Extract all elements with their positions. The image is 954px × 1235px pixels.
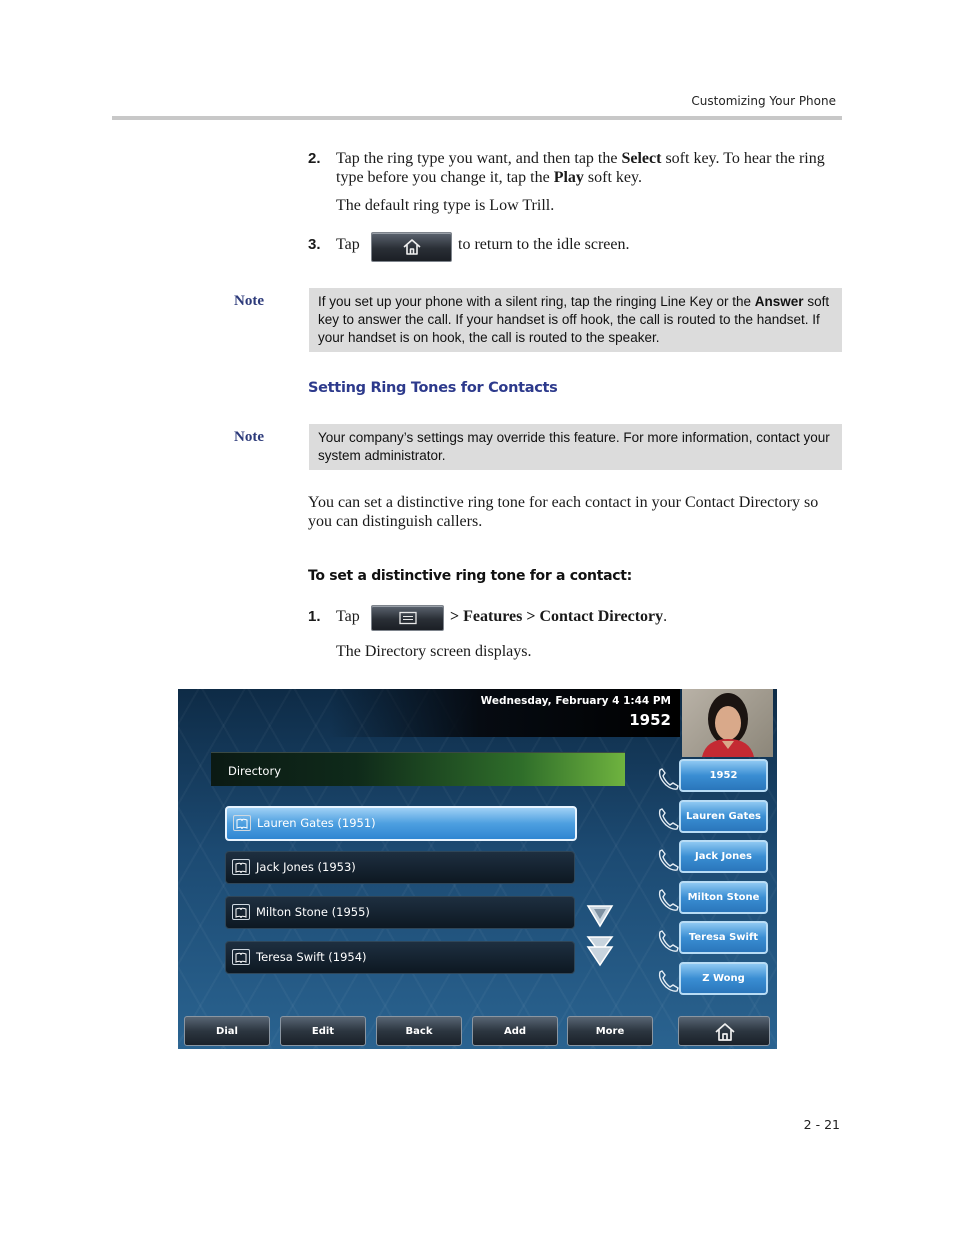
- edit-soft-key[interactable]: [280, 1016, 366, 1046]
- line-key[interactable]: [679, 840, 768, 873]
- datetime: Wednesday, February 4 1:44 PM: [480, 695, 671, 707]
- step-tap-label: Tap: [336, 236, 360, 253]
- screen-title: Directory: [228, 764, 282, 778]
- soft-key-label: More: [595, 1026, 625, 1037]
- contact-label: Jack Jones (1953): [256, 860, 356, 874]
- add-soft-key[interactable]: [472, 1016, 558, 1046]
- line-key[interactable]: [679, 759, 768, 792]
- step-text: [336, 149, 841, 187]
- step-text-post: .: [663, 608, 668, 625]
- home-key[interactable]: [678, 1016, 770, 1046]
- step-text-mid: soft key. To hear the ring type before you change it, tap the: [336, 150, 825, 186]
- handset-icon: [656, 929, 680, 955]
- phone-directory-screenshot: [178, 689, 777, 1049]
- handset-icon: [656, 888, 680, 914]
- contact-label: Milton Stone (1955): [256, 905, 370, 919]
- line-key-label: Milton Stone: [687, 892, 760, 903]
- handset-icon: [656, 969, 680, 995]
- soft-key-label: Edit: [311, 1026, 335, 1037]
- book-icon: [232, 904, 250, 920]
- menu-soft-button[interactable]: [371, 605, 444, 631]
- running-header: Customizing Your Phone: [691, 94, 836, 108]
- book-icon: [232, 859, 250, 875]
- page-down-icon[interactable]: [586, 935, 614, 967]
- person-photo-icon: [682, 689, 773, 757]
- line-key-label: Lauren Gates: [685, 811, 762, 822]
- step-number: 3.: [308, 236, 321, 253]
- book-icon: [232, 949, 250, 965]
- note-text-post: soft key to answer the call. If your handset is off hook, the call is routed to the handset. If your handset is on hook, the call is routed to the speaker.: [318, 294, 830, 345]
- soft-key-label: Back: [405, 1026, 433, 1037]
- note-label: Note: [234, 429, 264, 445]
- handset-icon: [656, 767, 680, 793]
- step-number: 1.: [308, 608, 321, 625]
- contact-label: Teresa Swift (1954): [256, 950, 367, 964]
- dial-soft-key[interactable]: [184, 1016, 270, 1046]
- step-text: [450, 607, 667, 626]
- step-text-post: to return to the idle screen.: [458, 236, 630, 253]
- note-box: [309, 288, 842, 352]
- scroll-down-icon[interactable]: [586, 903, 614, 929]
- intro-paragraph: You can set a distinctive ring tone for each contact in your Contact Directory so you can distinguish callers.: [308, 494, 819, 530]
- section-heading: Setting Ring Tones for Contacts: [308, 380, 558, 396]
- line-key[interactable]: [679, 962, 768, 995]
- more-soft-key[interactable]: [567, 1016, 653, 1046]
- extension-number: 1952: [629, 711, 671, 729]
- home-icon: [714, 1022, 736, 1041]
- header-rule: [112, 116, 842, 120]
- contact-row[interactable]: [225, 806, 577, 841]
- screen-title-bar: [211, 752, 625, 786]
- line-key-label: Teresa Swift: [688, 932, 759, 943]
- status-bar: [178, 689, 680, 737]
- note-box: Your company’s settings may override this feature. For more information, contact your system administrator.: [309, 424, 842, 470]
- handset-icon: [656, 848, 680, 874]
- step-number: 2.: [308, 150, 321, 167]
- home-soft-button[interactable]: [371, 232, 452, 262]
- contact-label: Lauren Gates (1951): [257, 816, 376, 830]
- home-icon: [402, 239, 422, 255]
- line-key[interactable]: [679, 800, 768, 833]
- keyword: Answer: [754, 294, 804, 309]
- line-key-label: Jack Jones: [695, 851, 752, 862]
- soft-key-label: Dial: [216, 1026, 238, 1037]
- book-icon: [233, 815, 251, 831]
- keyword: Play: [553, 169, 584, 186]
- line-key-label: 1952: [709, 770, 738, 781]
- step-text-pre: Tap the ring type you want, and then tap the: [336, 150, 622, 167]
- handset-icon: [656, 807, 680, 833]
- line-key-label: Z Wong: [702, 973, 745, 984]
- default-ring-text: The default ring type is Low Trill.: [336, 197, 555, 214]
- step-tap-label: Tap: [336, 608, 360, 625]
- directory-displays-text: The Directory screen displays.: [336, 643, 532, 660]
- contact-row[interactable]: [225, 896, 575, 929]
- user-avatar: [682, 689, 773, 757]
- procedure-heading: To set a distinctive ring tone for a contact:: [308, 568, 632, 584]
- note-label: Note: [234, 293, 264, 309]
- line-key[interactable]: [679, 921, 768, 954]
- page-number: 2 - 21: [803, 1117, 840, 1132]
- back-soft-key[interactable]: [376, 1016, 462, 1046]
- line-key[interactable]: [679, 881, 768, 914]
- step-text-post: soft key.: [583, 169, 642, 186]
- menu-path: > Features > Contact Directory: [450, 608, 664, 625]
- contact-row[interactable]: [225, 851, 575, 884]
- soft-key-label: Add: [503, 1026, 527, 1037]
- note-text-pre: If you set up your phone with a silent ring, tap the ringing Line Key or the: [318, 294, 755, 309]
- keyword: Select: [621, 150, 662, 167]
- contact-row[interactable]: [225, 941, 575, 974]
- menu-icon: [399, 612, 417, 625]
